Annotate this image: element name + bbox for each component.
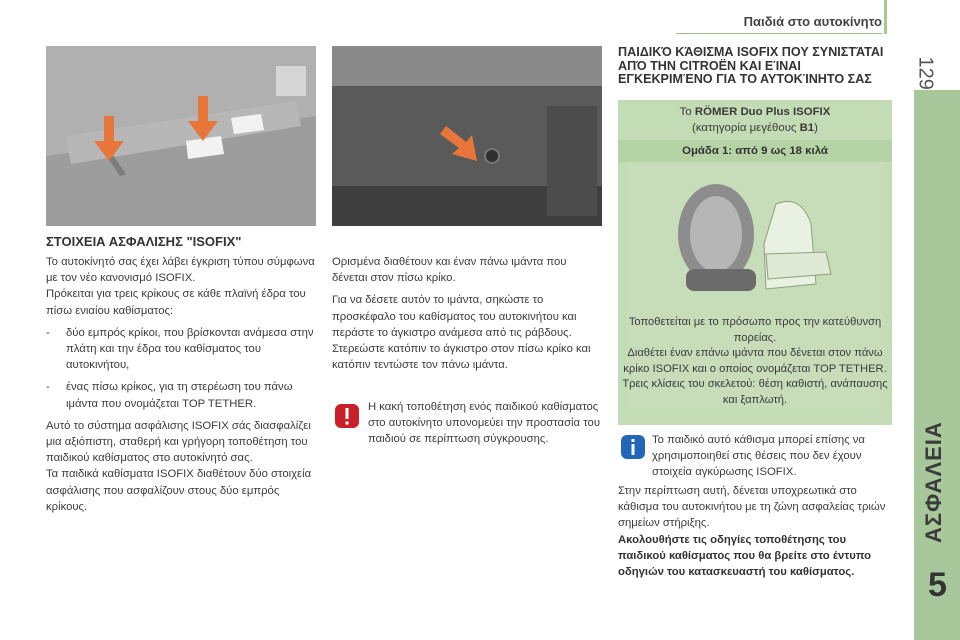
warning-icon	[334, 403, 360, 429]
child-seat-description: Τοποθετείται με το πρόσωπο προς την κατεύθυνση πορείας. Διαθέτει έναν επάνω ιμάντα που δένεται στον πάνω κρίκο ISOFIX και ο οποίος ονομάζεται TOP TETHER. Τρεις κλίσεις του σκελετού: θέση καθιστή, ανάπαυσης και ξαπλωτή.	[622, 316, 888, 406]
header-accent-bar	[884, 0, 887, 34]
weight-group-label: Ομάδα 1: από 9 ως 18 κιλά	[618, 140, 892, 162]
top-tether-text	[332, 254, 604, 379]
header-section-title: Παιδιά στο αυτοκίνητο	[743, 14, 882, 29]
chapter-number: 5	[928, 566, 947, 604]
child-seat-category-suffix: )	[814, 122, 818, 134]
top-tether-p1: Ορισμένα διαθέτουν και έναν πάνω ιμάντα που δένεται στον πίσω κρίκο.	[332, 256, 567, 285]
recommended-seat-title: ΠΑΙΔΙΚΌ ΚΆΘΙΣΜΑ ISOFIX ΠΟΥ ΣΥΝΙΣΤΆΤΑΙ ΑΠΌ ΤΗΝ CITROËN ΚΑΙ ΕΊΝΑΙ ΕΓΚΕΚΡΙΜΈΝΟ ΓΙΑ ΤΟ ΑΥΤΟΚΊΝΗΤΟ ΣΑΣ	[618, 45, 884, 86]
info-text: Το παιδικό αυτό κάθισμα μπορεί επίσης να χρησιμοποιηθεί στις θέσεις που δεν έχουν στοιχεία αγκύρωσης ISOFIX.	[652, 434, 865, 479]
top-tether-p2: Για να δέσετε αυτόν το ιμάντα, σηκώστε το προσκέφαλο του καθίσματος του αυτοκινήτου και περάστε το άγκιστρο ανάμεσα από τις ράβδους. Στερεώστε κατόπιν το άγκιστρο στον πίσω κρίκο και κατόπιν τεντώστε τον πάνω ιμάντα.	[332, 294, 591, 372]
list-item-text: δύο εμπρός κρίκοι, που βρίσκονται ανάμεσα στην πλάτη και την έδρα του καθίσματος του αυτοκινήτου,	[66, 326, 314, 372]
three-point-belt-text	[618, 483, 890, 586]
child-seat-category: B1	[799, 122, 815, 134]
top-tether-anchor-photo	[332, 46, 602, 226]
list-item-text: ένας πίσω κρίκος, για τη στερέωση του πάνω ιμάντα που ονομάζεται TOP TETHER.	[66, 381, 293, 410]
chapter-sidebar	[914, 90, 960, 640]
list-item: - ένας πίσω κρίκος, για τη στερέωση του πάνω ιμάντα που ονομάζεται TOP TETHER.	[46, 381, 293, 410]
child-seat-prefix: Το	[679, 106, 695, 118]
child-seat-name: RÖMER Duo Plus ISOFIX	[694, 106, 831, 118]
child-seat-card-header	[618, 100, 892, 140]
isofix-section-title: ΣΤΟΙΧΕΙΑ ΑΣΦΑΛΙΣΗΣ "ISOFIX"	[46, 234, 242, 249]
manufacturer-instructions-note: Ακολουθήστε τις οδηγίες τοποθέτησης του παιδικού καθίσματος που θα βρείτε στο έντυπο οδηγιών του κατασκευαστή του καθίσματος.	[618, 533, 872, 579]
list-item: - δύο εμπρός κρίκοι, που βρίσκονται ανάμεσα στην πλάτη και την έδρα του καθίσματος του αυτοκινήτου,	[46, 326, 314, 372]
isofix-intro-2: Πρόκειται για τρεις κρίκους σε κάθε πλαϊνή έδρα του πίσω ενιαίου καθίσματος:	[46, 288, 306, 317]
info-icon	[620, 434, 646, 460]
isofix-outro-1: Αυτό το σύστημα ασφάλισης ISOFIX σάς διασφαλίζει μια αξιόπιστη, σταθερή και γρήγορη τοποθέτηση του παιδικού καθίσματος στο αυτοκίνητό σας.	[46, 419, 311, 465]
isofix-bench-photo	[46, 46, 316, 226]
belt-p1: Στην περίπτωση αυτή, δένεται υποχρεωτικά στο κάθισμα του αυτοκινήτου με τη ζώνη ασφαλείας τριών σημείων στήριξης.	[618, 485, 886, 530]
warning-text: Η κακή τοποθέτηση ενός παιδικού καθίσματος στο αυτοκίνητο υπονομεύει την προστασία του παιδιού σε περίπτωση σύγκρουσης.	[368, 401, 600, 446]
page-number: 129	[914, 56, 937, 90]
sidebar-chapter-label: ΑΣΦΑΛΕΙΑ	[921, 421, 946, 543]
header-rule	[676, 33, 882, 34]
isofix-description	[46, 254, 318, 521]
child-seat-card	[618, 100, 892, 425]
child-seat-category-prefix: (κατηγορία μεγέθους	[692, 122, 800, 134]
isofix-intro: Το αυτοκίνητό σας έχει λάβει έγκριση τύπου σύμφωνα με τον νέο κανονισμό ISOFIX.	[46, 256, 315, 285]
isofix-outro-2: Τα παιδικά καθίσματα ISOFIX διαθέτουν δύο στοιχεία ασφάλισης που ασφαλίζουν στους δύο εμπρός κρίκους.	[46, 468, 312, 513]
